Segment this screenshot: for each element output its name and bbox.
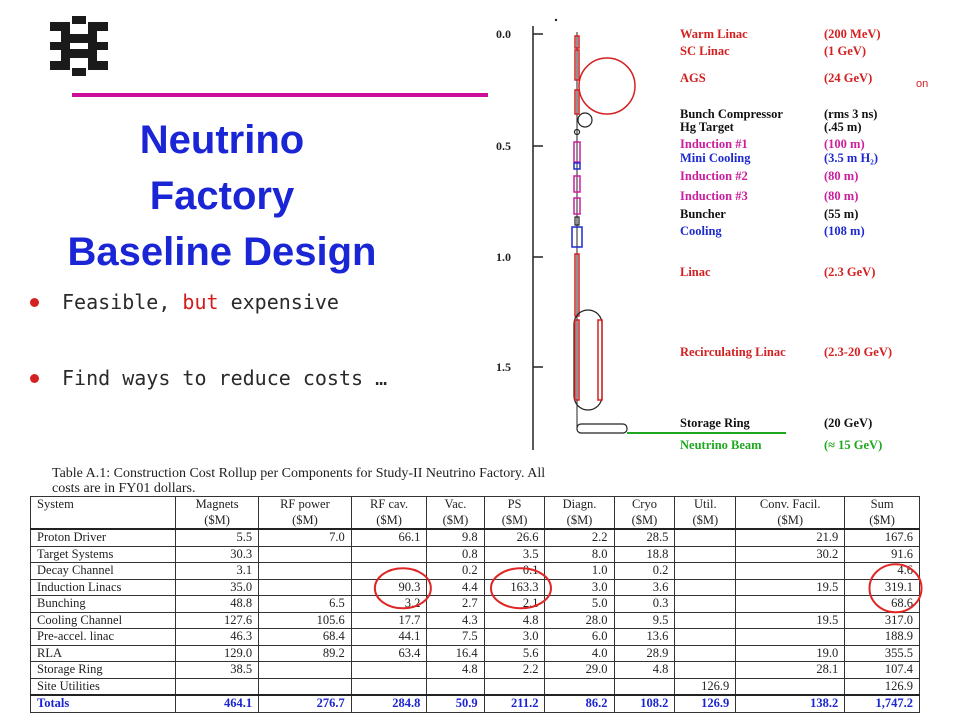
table-cell: 13.6	[614, 629, 675, 646]
table-row	[31, 645, 920, 662]
table-cell: 30.3	[176, 546, 259, 563]
table-cell: 163.3	[484, 579, 545, 596]
column-header: RF cav.	[351, 497, 427, 513]
table-cell: 2.2	[545, 529, 614, 546]
table-cell: 19.5	[736, 612, 845, 629]
table-caption: Table A.1: Construction Cost Rollup per Components for Study-II Neutrino Factory. All costs are in FY01 dollars.	[52, 466, 546, 496]
row-label: Target Systems	[31, 546, 176, 563]
component-value: (2.3 GeV)	[824, 265, 876, 279]
table-cell: 28.9	[614, 645, 675, 662]
table-cell: 188.9	[845, 629, 920, 646]
component-value: (55 m)	[824, 207, 859, 221]
table-cell: 48.8	[176, 596, 259, 613]
table-cell	[675, 612, 736, 629]
column-header: RF power	[259, 497, 352, 513]
table-cell: 276.7	[259, 695, 352, 712]
table-cell: 3.0	[484, 629, 545, 646]
table-row	[31, 629, 920, 646]
diagram-axis	[496, 19, 557, 450]
table-cell	[675, 596, 736, 613]
table-cell: 2.7	[427, 596, 484, 613]
bullet-dot-icon	[30, 374, 39, 383]
component-name: Bunch Compressor	[680, 107, 783, 121]
table-cell: 4.8	[427, 662, 484, 679]
component-name: Hg Target	[680, 120, 734, 134]
table-cell	[259, 678, 352, 695]
table-cell: 29.0	[545, 662, 614, 679]
component-value: (2.3-20 GeV)	[824, 345, 893, 359]
column-unit: ($M)	[259, 513, 352, 530]
table-cell: 44.1	[351, 629, 427, 646]
table-cell	[427, 678, 484, 695]
table-cell: 28.1	[736, 662, 845, 679]
column-unit: ($M)	[614, 513, 675, 530]
table-cell	[675, 645, 736, 662]
table-cell: 19.0	[736, 645, 845, 662]
component-name: Induction #1	[680, 137, 748, 151]
row-label: RLA	[31, 645, 176, 662]
highlight-word: but	[182, 290, 219, 314]
table-cell: 4.6	[845, 563, 920, 580]
table-cell: 1.0	[545, 563, 614, 580]
component-name: Neutrino Beam	[680, 438, 762, 452]
table-cell	[259, 579, 352, 596]
table-cell: 0.2	[614, 563, 675, 580]
table-cell: 0.3	[614, 596, 675, 613]
table-cell: 30.2	[736, 546, 845, 563]
table-cell: 68.6	[845, 596, 920, 613]
component-value: (20 GeV)	[824, 416, 873, 430]
table-cell: 0.2	[427, 563, 484, 580]
column-unit: ($M)	[176, 513, 259, 530]
column-header: Vac.	[427, 497, 484, 513]
table-cell: 19.5	[736, 579, 845, 596]
beamline-schematic	[572, 32, 786, 433]
table-cell: 284.8	[351, 695, 427, 712]
component-name: Linac	[680, 265, 711, 279]
table-cell	[545, 678, 614, 695]
bullet-item	[28, 290, 468, 366]
row-label: Induction Linacs	[31, 579, 176, 596]
table-row	[31, 579, 920, 596]
table-cell: 7.5	[427, 629, 484, 646]
row-label: Site Utilities	[31, 678, 176, 695]
table-cell: 4.0	[545, 645, 614, 662]
totals-row	[31, 695, 920, 712]
bullet-item	[28, 366, 468, 442]
title-line: Baseline Design	[67, 230, 377, 274]
column-unit: ($M)	[351, 513, 427, 530]
table-cell	[351, 678, 427, 695]
table-cell: 3.0	[545, 579, 614, 596]
table-cell: 4.8	[484, 612, 545, 629]
table-cell	[675, 563, 736, 580]
table-cell: 4.3	[427, 612, 484, 629]
component-value: (108 m)	[824, 224, 865, 238]
component-name: SC Linac	[680, 44, 730, 58]
table-cell	[736, 596, 845, 613]
table-cell: 18.8	[614, 546, 675, 563]
bullet-dot-icon	[30, 298, 39, 307]
table-cell: 317.0	[845, 612, 920, 629]
row-label: Proton Driver	[31, 529, 176, 546]
table-cell	[176, 678, 259, 695]
table-cell: 138.2	[736, 695, 845, 712]
layout-diagram	[486, 10, 960, 456]
column-unit: ($M)	[427, 513, 484, 530]
table-cell	[675, 579, 736, 596]
table-cell	[484, 678, 545, 695]
storage-ring	[577, 424, 627, 433]
table-cell: 91.6	[845, 546, 920, 563]
table-cell: 127.6	[176, 612, 259, 629]
table-cell: 167.6	[845, 529, 920, 546]
column-unit	[31, 513, 176, 530]
table-cell: 1,747.2	[845, 695, 920, 712]
column-header: Sum	[845, 497, 920, 513]
table-cell: 126.9	[675, 678, 736, 695]
table-cell: 0.8	[427, 546, 484, 563]
table-row	[31, 662, 920, 679]
table-cell	[259, 662, 352, 679]
table-cell: 129.0	[176, 645, 259, 662]
component-value: (24 GeV)	[824, 71, 873, 85]
table-cell: 6.0	[545, 629, 614, 646]
table-cell: 355.5	[845, 645, 920, 662]
column-unit: ($M)	[484, 513, 545, 530]
component-name: AGS	[680, 71, 706, 85]
column-header: Conv. Facil.	[736, 497, 845, 513]
table-cell: 126.9	[675, 695, 736, 712]
table-cell: 46.3	[176, 629, 259, 646]
component-value: (.45 m)	[824, 120, 862, 134]
component-value: (3.5 m H₂)	[824, 151, 879, 165]
table-cell: 21.9	[736, 529, 845, 546]
table-row	[31, 596, 920, 613]
column-header: Magnets	[176, 497, 259, 513]
table-cell: 464.1	[176, 695, 259, 712]
table-cell: 3.2	[351, 596, 427, 613]
table-cell: 9.5	[614, 612, 675, 629]
table-cell: 28.5	[614, 529, 675, 546]
table-cell	[736, 678, 845, 695]
axis-tick-label: 0.5	[496, 139, 511, 153]
table-row	[31, 678, 920, 695]
table-units-row	[31, 513, 920, 530]
component-name: Storage Ring	[680, 416, 750, 430]
axis-tick-label: 1.0	[496, 250, 511, 264]
table-cell: 3.5	[484, 546, 545, 563]
table-cell: 107.4	[845, 662, 920, 679]
table-cell	[675, 629, 736, 646]
component-value: (rms 3 ns)	[824, 107, 878, 121]
row-label: Decay Channel	[31, 563, 176, 580]
bullet-text: Find ways to reduce costs …	[62, 366, 388, 390]
table-cell	[259, 563, 352, 580]
component-name: Induction #2	[680, 169, 748, 183]
table-cell: 319.1	[845, 579, 920, 596]
table-cell: 211.2	[484, 695, 545, 712]
table-cell	[351, 563, 427, 580]
table-cell: 4.4	[427, 579, 484, 596]
table-cell: 6.5	[259, 596, 352, 613]
component-value: (1 GeV)	[824, 44, 866, 58]
table-cell: 2.1	[484, 596, 545, 613]
ags-ring	[579, 58, 635, 114]
table-row	[31, 563, 920, 580]
component-value: (100 m)	[824, 137, 865, 151]
column-header: PS	[484, 497, 545, 513]
table-cell	[736, 629, 845, 646]
table-cell	[736, 563, 845, 580]
table-cell: 38.5	[176, 662, 259, 679]
table-cell: 108.2	[614, 695, 675, 712]
column-header: Diagn.	[545, 497, 614, 513]
bullet-list	[28, 290, 468, 442]
row-label: Totals	[31, 695, 176, 712]
table-row	[31, 546, 920, 563]
table-cell	[675, 662, 736, 679]
table-cell: 26.6	[484, 529, 545, 546]
table-cell: 2.2	[484, 662, 545, 679]
component-value: (≈ 15 GeV)	[824, 438, 883, 452]
column-header: Cryo	[614, 497, 675, 513]
table-header-row	[31, 497, 920, 513]
row-label: Pre-accel. linac	[31, 629, 176, 646]
column-header: Util.	[675, 497, 736, 513]
table-cell: 68.4	[259, 629, 352, 646]
table-cell: 7.0	[259, 529, 352, 546]
row-label: Cooling Channel	[31, 612, 176, 629]
axis-tick-label: 1.5	[496, 360, 511, 374]
table-cell	[614, 678, 675, 695]
table-cell: 105.6	[259, 612, 352, 629]
table-row	[31, 612, 920, 629]
column-unit: ($M)	[736, 513, 845, 530]
table-cell: 0.1	[484, 563, 545, 580]
component-name: Cooling	[680, 224, 722, 238]
table-cell: 17.7	[351, 612, 427, 629]
cost-rollup-table	[30, 496, 920, 713]
table-cell	[675, 529, 736, 546]
table-cell: 16.4	[427, 645, 484, 662]
title-line: Neutrino	[139, 118, 305, 162]
table-cell: 28.0	[545, 612, 614, 629]
table-cell: 66.1	[351, 529, 427, 546]
component-value: (80 m)	[824, 169, 859, 183]
component-value: (80 m)	[824, 189, 859, 203]
slide-title	[30, 112, 414, 280]
table-cell	[675, 546, 736, 563]
table-cell: 35.0	[176, 579, 259, 596]
bullet-text: Feasible, but expensive	[62, 290, 339, 314]
column-unit: ($M)	[845, 513, 920, 530]
axis-tick-label: 0.0	[496, 27, 511, 41]
table-cell: 5.5	[176, 529, 259, 546]
table-cell: 9.8	[427, 529, 484, 546]
table-cell: 5.0	[545, 596, 614, 613]
table-cell: 8.0	[545, 546, 614, 563]
fermilab-logo	[50, 16, 108, 76]
table-cell: 126.9	[845, 678, 920, 695]
column-unit: ($M)	[675, 513, 736, 530]
table-cell	[351, 546, 427, 563]
table-cell: 5.6	[484, 645, 545, 662]
table-cell: 86.2	[545, 695, 614, 712]
component-name: Buncher	[680, 207, 726, 221]
table-cell: 90.3	[351, 579, 427, 596]
table-cell: 50.9	[427, 695, 484, 712]
table-cell	[259, 546, 352, 563]
row-label: Bunching	[31, 596, 176, 613]
table-cell: 89.2	[259, 645, 352, 662]
row-label: Storage Ring	[31, 662, 176, 679]
table-cell: 63.4	[351, 645, 427, 662]
table-row	[31, 529, 920, 546]
column-unit: ($M)	[545, 513, 614, 530]
component-labels	[680, 27, 892, 452]
table-cell	[351, 662, 427, 679]
component-name: Recirculating Linac	[680, 345, 786, 359]
table-cell: 3.6	[614, 579, 675, 596]
component-name: Mini Cooling	[680, 151, 751, 165]
table-cell: 4.8	[614, 662, 675, 679]
title-rule	[72, 93, 488, 97]
clipped-text-fragment: on	[916, 78, 929, 90]
column-header: System	[31, 497, 176, 513]
component-name: Warm Linac	[680, 27, 748, 41]
component-name: Induction #3	[680, 189, 748, 203]
table-cell: 3.1	[176, 563, 259, 580]
component-value: (200 MeV)	[824, 27, 881, 41]
title-line: Factory	[149, 174, 295, 218]
